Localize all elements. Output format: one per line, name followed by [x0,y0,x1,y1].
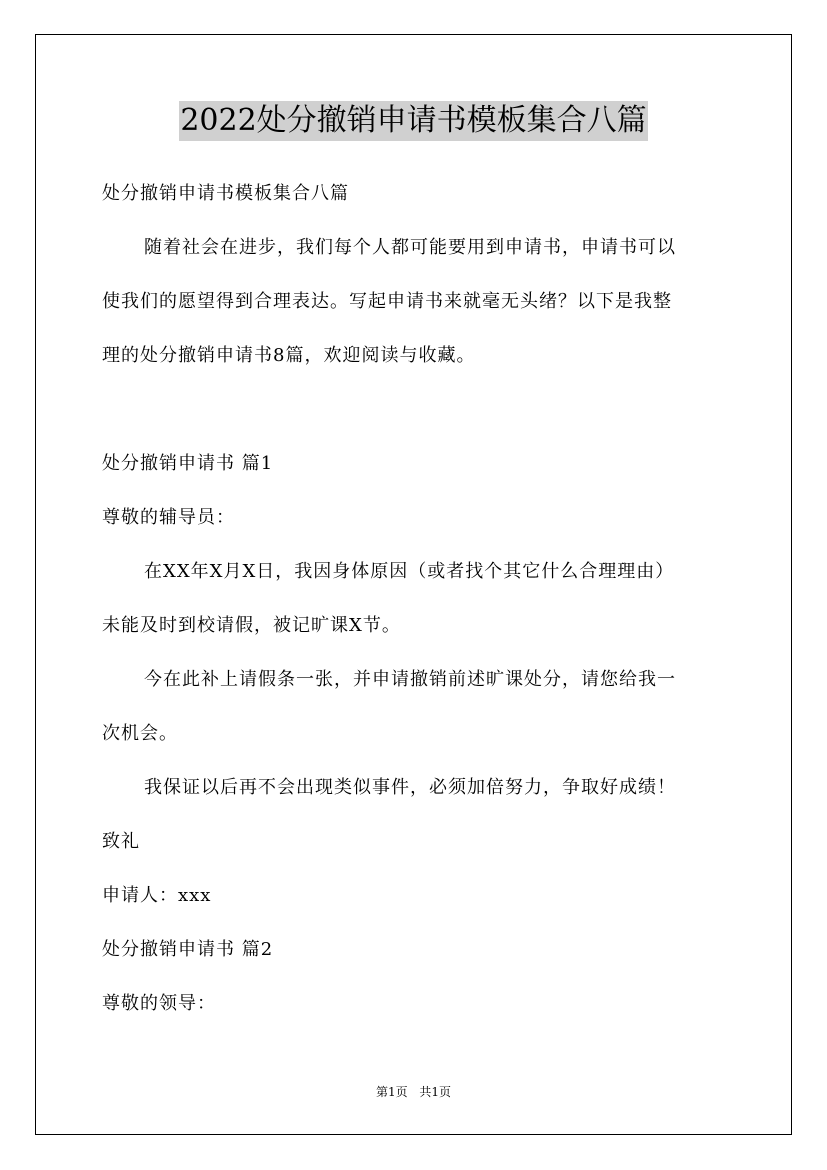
body-line-1: 在XX年X月X日，我因身体原因（或者找个其它什么合理理由） [144,561,675,582]
salutation-1: 尊敬的辅导员： [102,507,235,528]
intro-line-2: 使我们的愿望得到合理表达。写起申请书来就毫无头绪？以下是我整 [102,291,672,312]
section-heading-2: 处分撤销申请书 篇2 [102,939,274,960]
page-total: 共1页 [419,1085,452,1099]
document-title: 2022处分撤销申请书模板集合八篇 [179,101,647,141]
page-footer [0,1084,827,1100]
body-line-5: 我保证以后再不会出现类似事件，必须加倍努力，争取好成绩！ [144,777,676,798]
applicant-line: 申请人：xxx [102,885,212,906]
salutation-2: 尊敬的领导： [102,993,216,1014]
intro-line-1: 随着社会在进步，我们每个人都可能要用到申请书，申请书可以 [144,237,676,258]
title-container [0,101,827,141]
subtitle-line: 处分撤销申请书模板集合八篇 [102,183,349,204]
body-line-2: 未能及时到校请假，被记旷课X节。 [102,615,401,636]
closing-line: 致礼 [102,831,140,852]
body-line-4: 次机会。 [102,723,178,744]
section-heading-1: 处分撤销申请书 篇1 [102,453,274,474]
body-line-3: 今在此补上请假条一张，并申请撤销前述旷课处分，请您给我一 [144,669,676,690]
page-number: 第1页 [375,1085,408,1099]
intro-line-3: 理的处分撤销申请书8篇，欢迎阅读与收藏。 [102,345,476,366]
